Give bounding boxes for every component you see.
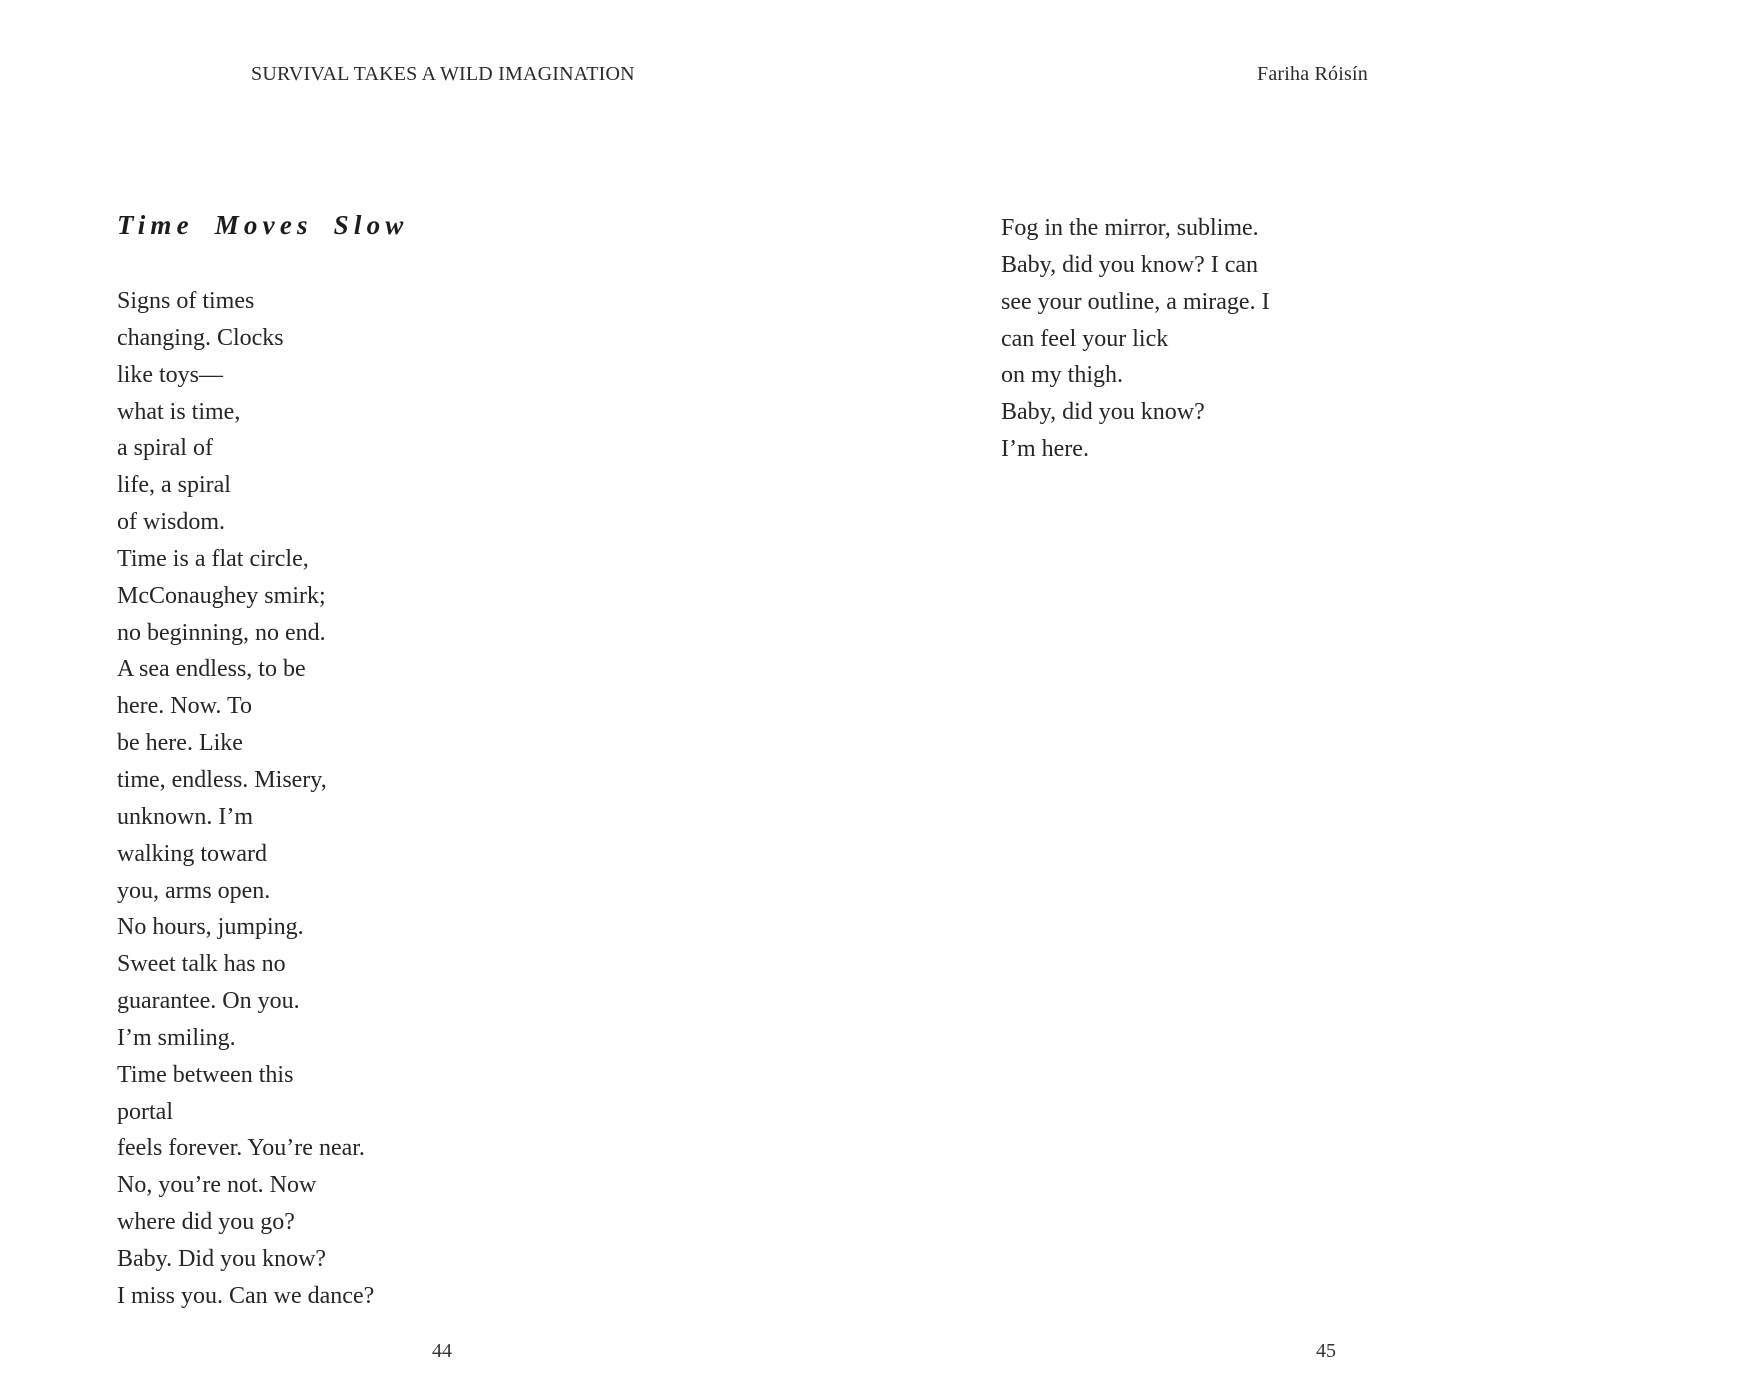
poem-line: Sweet talk has no (117, 951, 286, 978)
poem-line: feels forever. You’re near. (117, 1135, 365, 1162)
poem-line: like toys— (117, 361, 223, 388)
poem-line: where did you go? (117, 1209, 295, 1236)
poem-line: Baby, did you know? (1001, 399, 1205, 426)
poem-line: guarantee. On you. (117, 988, 300, 1015)
poem-line: no beginning, no end. (117, 619, 326, 646)
page-number-left: 44 (432, 1340, 452, 1362)
poem-line: Baby, did you know? I can (1001, 251, 1259, 278)
poem-line: portal (117, 1098, 173, 1125)
poem-line: I’m here. (1001, 436, 1089, 463)
left-page (0, 0, 873, 1396)
poem-title: Time Moves Slow (117, 210, 409, 240)
poem-line: Signs of times (117, 288, 255, 314)
poem-line: on my thigh. (1001, 362, 1124, 389)
poem-line: be here. Like (117, 730, 243, 757)
poem-line: what is time, (117, 398, 241, 425)
poem-line: No hours, jumping. (117, 914, 304, 941)
poem-line: unknown. I’m (117, 803, 253, 830)
poem-line: see your outline, a mirage. I (1001, 288, 1270, 315)
running-head-author: Fariha Róisín (1257, 63, 1368, 85)
poem-line: No, you’re not. Now (117, 1172, 317, 1199)
poem-body-right (1001, 210, 1270, 468)
poem-line: I’m smiling. (117, 1024, 236, 1051)
poem-line: Time between this (117, 1061, 294, 1088)
poem-line: I miss you. Can we dance? (117, 1282, 375, 1309)
poem-line: time, endless. Misery, (117, 766, 327, 793)
poem-line: life, a spiral (117, 472, 231, 499)
poem-line: Baby. Did you know? (117, 1245, 327, 1272)
right-page (873, 0, 1747, 1396)
page-number-right: 45 (1316, 1340, 1336, 1362)
poem-line: here. Now. To (117, 693, 252, 720)
poem-line: Time is a flat circle, (117, 545, 309, 572)
running-head-book-title: SURVIVAL TAKES A WILD IMAGINATION (251, 63, 635, 85)
poem-body-left (117, 283, 374, 1315)
poem-line: a spiral of (117, 435, 213, 462)
poem-line: you, arms open. (117, 877, 271, 904)
poem-line: A sea endless, to be (117, 656, 306, 683)
poem-line: McConaughey smirk; (117, 582, 326, 609)
poem-line: walking toward (117, 840, 267, 867)
poem-line: can feel your lick (1001, 325, 1169, 352)
poem-line: Fog in the mirror, sublime. (1001, 215, 1259, 241)
poem-line: changing. Clocks (117, 324, 284, 351)
poem-line: of wisdom. (117, 509, 225, 536)
